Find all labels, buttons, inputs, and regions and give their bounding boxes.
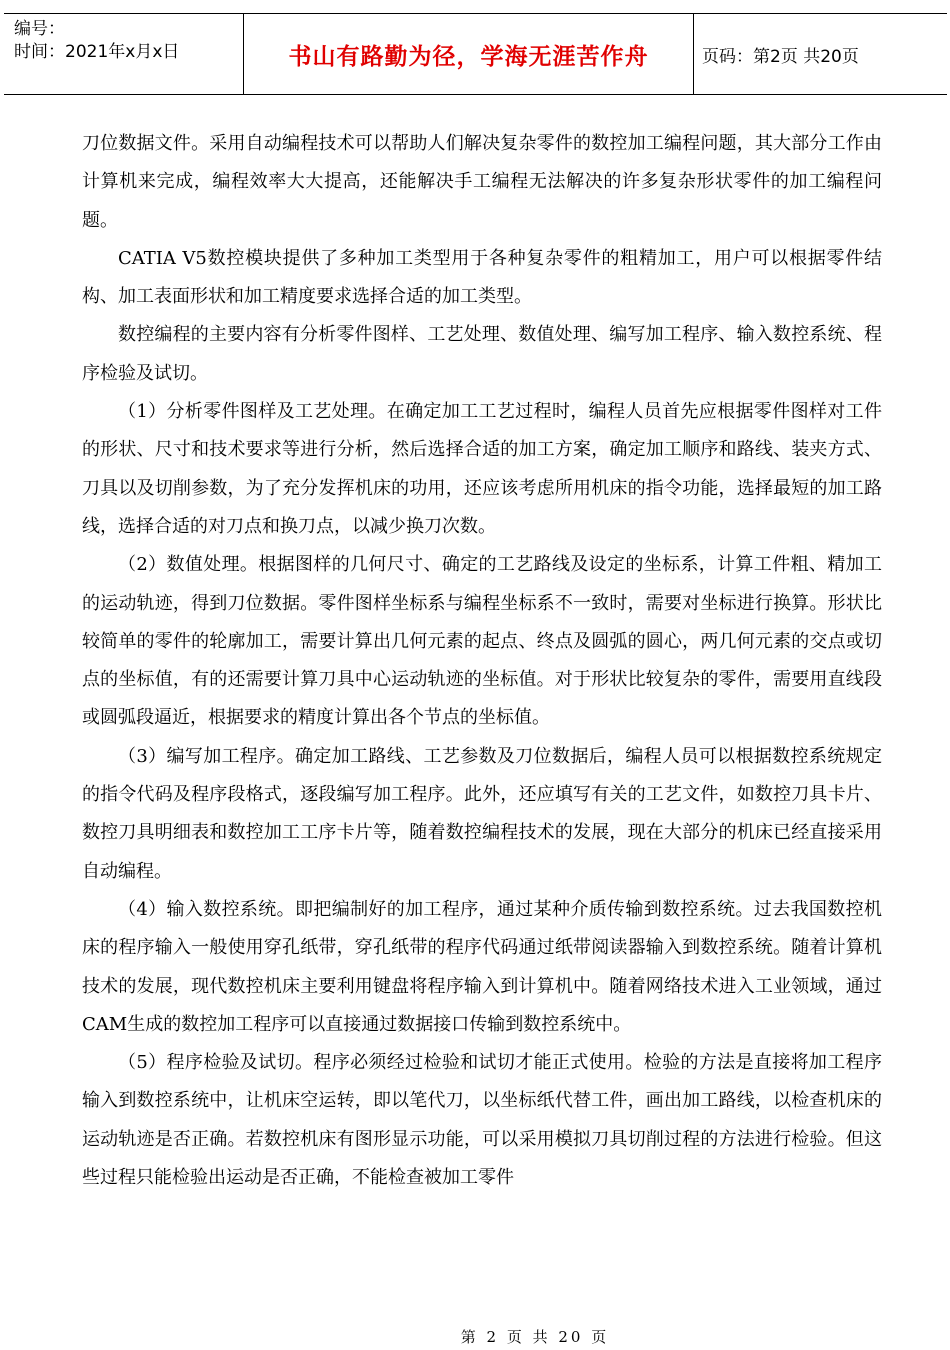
document-number-label: 编号： bbox=[14, 19, 65, 39]
page-footer: 第 2 页 共 20 页 bbox=[460, 1328, 610, 1346]
body-paragraph: CATIA V5数控模块提供了多种加工类型用于各种复杂零件的粗精加工，用户可以根据零件结构、加工表面形状和加工精度要求选择合适的加工类型。 bbox=[82, 247, 882, 308]
body-paragraph: （3）编写加工程序。确定加工路线、工艺参数及刀位数据后，编程人员可以根据数控系统规定的指令代码及程序段格式，逐段编写加工程序。此外，还应填写有关的工艺文件，如数控刀具卡片、数控刀具明细表和数控加工工序卡片等，随着数控编程技术的发展，现在大部分的机床已经直接采用自动编程。 bbox=[82, 745, 882, 882]
body-paragraph: （4）输入数控系统。即把编制好的加工程序，通过某种介质传输到数控系统。过去我国数控机床的程序输入一般使用穿孔纸带，穿孔纸带的程序代码通过纸带阅读器输入到数控系统。随着计算机技术的发展，现代数控机床主要利用键盘将程序输入到计算机中。随着网络技术进入工业领域，通过CAM生成的数控加工程序可以直接通过数据接口传输到数控系统中。 bbox=[82, 898, 882, 1035]
document-body bbox=[82, 125, 882, 1197]
header-page-code: 页码：第2页 共20页 bbox=[702, 46, 859, 67]
body-paragraph: 数控编程的主要内容有分析零件图样、工艺处理、数值处理、编写加工程序、输入数控系统、程序检验及试切。 bbox=[82, 324, 882, 384]
body-paragraph: （2）数值处理。根据图样的几何尺寸、确定的工艺路线及设定的坐标系，计算工件粗、精加工的运动轨迹，得到刀位数据。零件图样坐标系与编程坐标系不一致时，需要对坐标进行换算。形状比较简单的零件的轮廓加工，需要计算出几何元素的起点、终点及圆弧的圆心，两几何元素的交点或切点的坐标值，有的还需要计算刀具中心运动轨迹的坐标值。对于形状比较复杂的零件，需要用直线段或圆弧段逼近，根据要求的精度计算出各个节点的坐标值。 bbox=[82, 554, 882, 729]
header-info-cell bbox=[4, 14, 244, 94]
document-time-label: 时间：2021年x月x日 bbox=[14, 42, 180, 62]
body-paragraph: （5）程序检验及试切。程序必须经过检验和试切才能正式使用。检验的方法是直接将加工程序输入到数控系统中，让机床空运转，即以笔代刀，以坐标纸代替工件，画出加工路线，以检查机床的运动轨迹是否正确。若数控机床有图形显示功能，可以采用模拟刀具切削过程的方法进行检验。但这些过程只能检验出运动是否正确，不能检查被加工零件 bbox=[82, 1052, 882, 1189]
body-paragraph: 刀位数据文件。采用自动编程技术可以帮助人们解决复杂零件的数控加工编程问题，其大部分工作由计算机来完成，编程效率大大提高，还能解决手工编程无法解决的许多复杂形状零件的加工编程问题。 bbox=[82, 133, 882, 231]
body-paragraph: （1）分析零件图样及工艺处理。在确定加工工艺过程时，编程人员首先应根据零件图样对工件的形状、尺寸和技术要求等进行分析，然后选择合适的加工方案，确定加工顺序和路线、装夹方式、刀具以及切削参数，为了充分发挥机床的功用，还应该考虑所用机床的指令功能，选择最短的加工路线，选择合适的对刀点和换刀点，以减少换刀次数。 bbox=[82, 401, 882, 537]
header-motto: 书山有路勤为径，学海无涯苦作舟 bbox=[244, 14, 694, 94]
page-header bbox=[4, 13, 947, 95]
